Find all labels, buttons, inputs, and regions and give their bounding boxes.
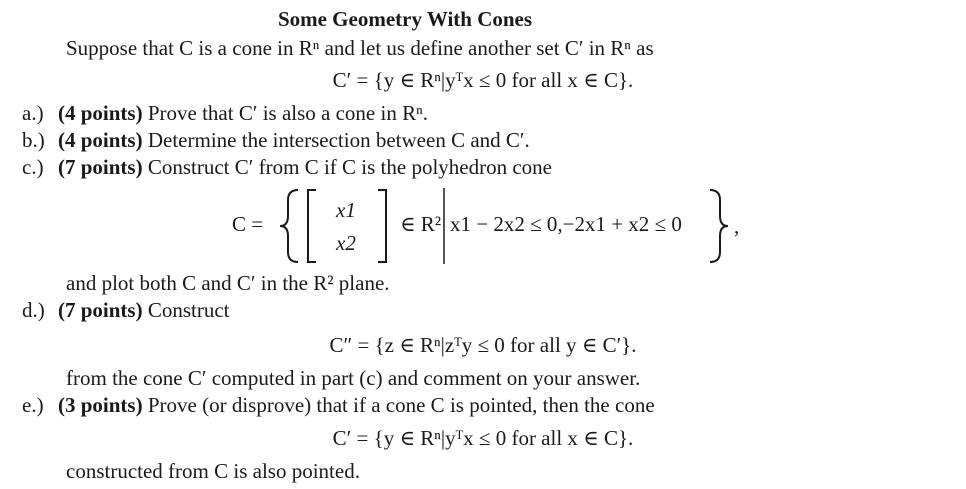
matrix-entry-x1: x1 (336, 198, 356, 222)
after-d-text: from the cone C′ computed in part (c) and comment on your answer. (66, 366, 641, 390)
polyhedron-cone-equation (232, 186, 752, 266)
matrix-member: ∈ R² (400, 212, 442, 236)
item-e (22, 395, 655, 416)
after-e-text: constructed from C is also pointed. (66, 459, 360, 483)
item-points: (7 points) (58, 298, 143, 322)
equation-c-prime-repeat: C′ = {y ∈ Rⁿ|yᵀx ≤ 0 for all x ∈ C}. (332, 426, 634, 450)
equation-c-double-prime: C″ = {z ∈ Rⁿ|zᵀy ≤ 0 for all y ∈ C′}. (329, 333, 637, 357)
matrix-end: , (734, 214, 740, 238)
item-label: e.) (22, 393, 44, 417)
intro-text: Suppose that C is a cone in Rⁿ and let us define another set C′ in Rⁿ as (66, 36, 654, 60)
item-label: c.) (22, 155, 44, 179)
item-label: d.) (22, 298, 45, 322)
item-label: a.) (22, 101, 44, 125)
item-text: Prove (or disprove) that if a cone C is pointed, then the cone (142, 393, 655, 417)
item-points: (7 points) (58, 155, 143, 179)
page-title: Some Geometry With Cones (277, 7, 533, 31)
matrix-lhs: C = (232, 212, 264, 236)
item-points: (3 points) (58, 393, 143, 417)
item-b (22, 130, 530, 151)
item-points: (4 points) (58, 128, 143, 152)
item-a (22, 103, 428, 124)
matrix-condition: x1 − 2x2 ≤ 0,−2x1 + x2 ≤ 0 (450, 212, 682, 236)
item-points: (4 points) (58, 101, 143, 125)
item-text: Prove that C′ is also a cone in Rⁿ. (142, 101, 428, 125)
equation-c-prime: C′ = {y ∈ Rⁿ|yᵀx ≤ 0 for all x ∈ C}. (332, 68, 634, 92)
item-text: Construct C′ from C if C is the polyhedron cone (142, 155, 552, 179)
item-d (22, 300, 230, 321)
matrix-entry-x2: x2 (336, 231, 356, 255)
item-c (22, 157, 552, 178)
item-text: Determine the intersection between C and C′. (142, 128, 530, 152)
after-c-text: and plot both C and C′ in the R² plane. (66, 271, 390, 295)
item-text: Construct (142, 298, 230, 322)
item-label: b.) (22, 128, 45, 152)
